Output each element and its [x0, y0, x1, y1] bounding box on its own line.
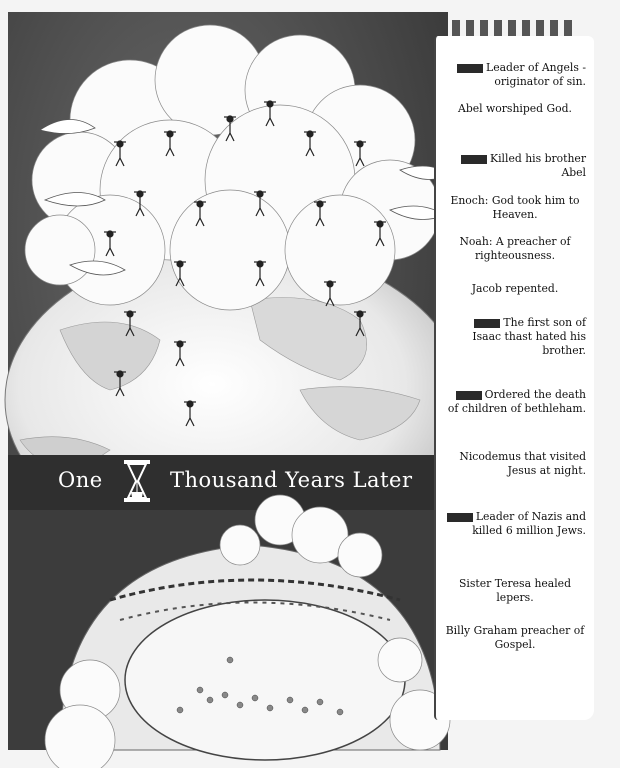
- list-item: Nicodemus that visited Jesus at night.: [459, 450, 586, 477]
- list-item: Leader of Nazis and killed 6 million Jews.: [444, 510, 586, 538]
- redaction-bar: [457, 64, 483, 73]
- list-item: Abel worshiped God.: [458, 102, 572, 115]
- list-item: Sister Teresa healed lepers.: [459, 577, 571, 604]
- list-item: The first son of Isaac thast hated his brother.: [472, 316, 586, 357]
- list-item: Ordered the death of children of bethleham.: [447, 388, 586, 415]
- list-item: Jacob repented.: [471, 282, 559, 295]
- banner-word-one: One: [58, 468, 103, 492]
- banner: [58, 462, 438, 502]
- list-item: Noah: A preacher of righteousness.: [459, 235, 571, 262]
- hourglass-icon: [122, 459, 152, 503]
- redaction-bar: [456, 391, 482, 400]
- list-item: Billy Graham preacher of Gospel.: [445, 624, 585, 651]
- redaction-bar: [474, 319, 500, 328]
- list-item: Leader of Angels - originator of sin.: [444, 61, 586, 89]
- list-item: Enoch: God took him to Heaven.: [450, 194, 580, 221]
- redaction-bar: [461, 155, 487, 164]
- sidebar-scroll: [434, 36, 594, 720]
- redaction-bar: [447, 513, 473, 522]
- list-item: Killed his brother Abel: [444, 152, 586, 180]
- banner-thousand-years-later: Thousand Years Later: [170, 468, 413, 492]
